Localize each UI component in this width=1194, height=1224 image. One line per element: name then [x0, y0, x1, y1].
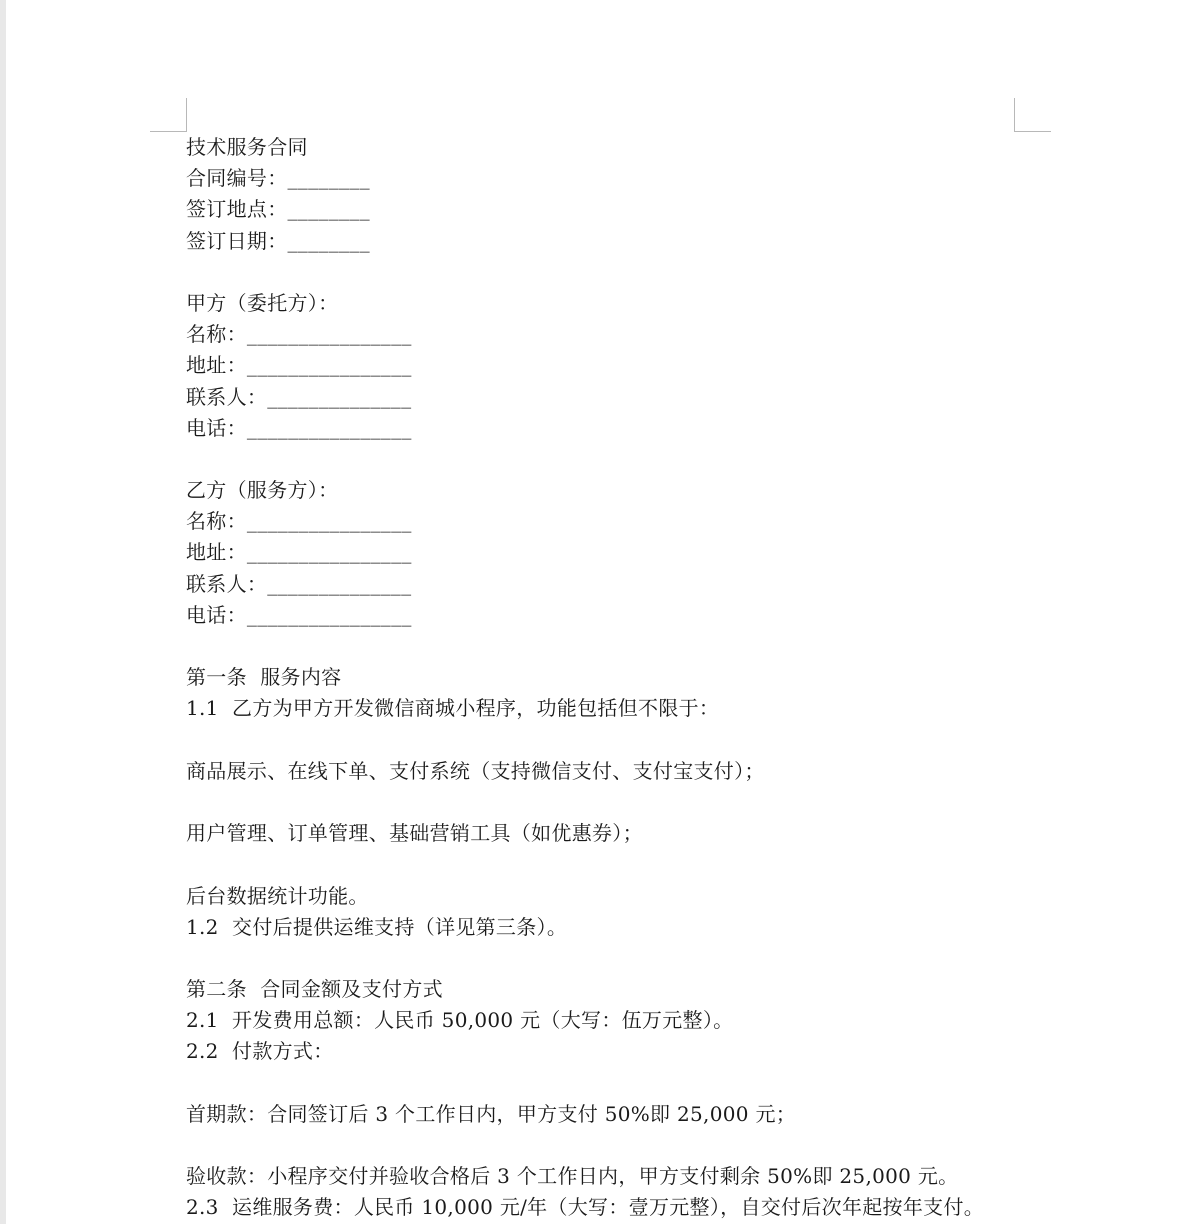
blank-line [186, 444, 1006, 475]
blank-line [186, 849, 1006, 880]
party-a-heading: 甲方（委托方）： [186, 290, 339, 315]
party-b-name-line: 名称：________________ [186, 509, 412, 534]
clause-2-2: 2.2 付款方式： [186, 1039, 334, 1064]
blank-line [186, 1130, 1006, 1161]
contract-number-line: 合同编号：________ [186, 166, 370, 191]
document-page[interactable] [6, 0, 1194, 1224]
feature-item-3: 后台数据统计功能。 [186, 883, 369, 908]
feature-item-2: 用户管理、订单管理、基础营销工具（如优惠券）； [186, 821, 643, 846]
clause-1-2: 1.2 交付后提供运维支持（详见第三条）。 [186, 914, 568, 939]
party-b-phone-line: 电话：________________ [186, 602, 412, 627]
article-2-heading: 第二条 合同金额及支付方式 [186, 977, 443, 1002]
party-a-phone-line: 电话：________________ [186, 415, 412, 440]
clause-2-1: 2.1 开发费用总额：人民币 50,000 元（大写：伍万元整）。 [186, 1008, 734, 1033]
blank-line [186, 787, 1006, 818]
signing-date-line: 签订日期：________ [186, 228, 370, 253]
margin-corner-mark-top-right [1014, 131, 1051, 132]
margin-corner-mark-top-right [1014, 98, 1015, 132]
blank-line [186, 631, 1006, 662]
blank-line [186, 1068, 1006, 1099]
blank-line [186, 943, 1006, 974]
party-a-name-line: 名称：________________ [186, 322, 412, 347]
document-title: 技术服务合同 [186, 135, 308, 159]
payment-acceptance-installment: 验收款：小程序交付并验收合格后 3 个工作日内，甲方支付剩余 50%即 25,000 元。 [186, 1164, 959, 1189]
payment-first-installment: 首期款：合同签订后 3 个工作日内，甲方支付 50%即 25,000 元； [186, 1101, 797, 1126]
party-b-address-line: 地址：________________ [186, 540, 412, 565]
party-a-contact-line: 联系人：______________ [186, 384, 412, 409]
document-body[interactable] [186, 132, 1006, 1224]
margin-corner-mark-top-left [186, 98, 187, 132]
party-a-address-line: 地址：________________ [186, 353, 412, 378]
party-b-contact-line: 联系人：______________ [186, 571, 412, 596]
signing-place-line: 签订地点：________ [186, 197, 370, 222]
clause-2-3: 2.3 运维服务费：人民币 10,000 元/年（大写：壹万元整），自交付后次年起按年支付。 [186, 1195, 985, 1220]
article-1-heading: 第一条 服务内容 [186, 665, 342, 690]
feature-item-1: 商品展示、在线下单、支付系统（支持微信支付、支付宝支付）； [186, 758, 765, 783]
margin-corner-mark-top-left [150, 131, 187, 132]
blank-line [186, 725, 1006, 756]
blank-line [186, 257, 1006, 288]
party-b-heading: 乙方（服务方）： [186, 478, 339, 503]
clause-1-1: 1.1 乙方为甲方开发微信商城小程序，功能包括但不限于： [186, 696, 720, 721]
